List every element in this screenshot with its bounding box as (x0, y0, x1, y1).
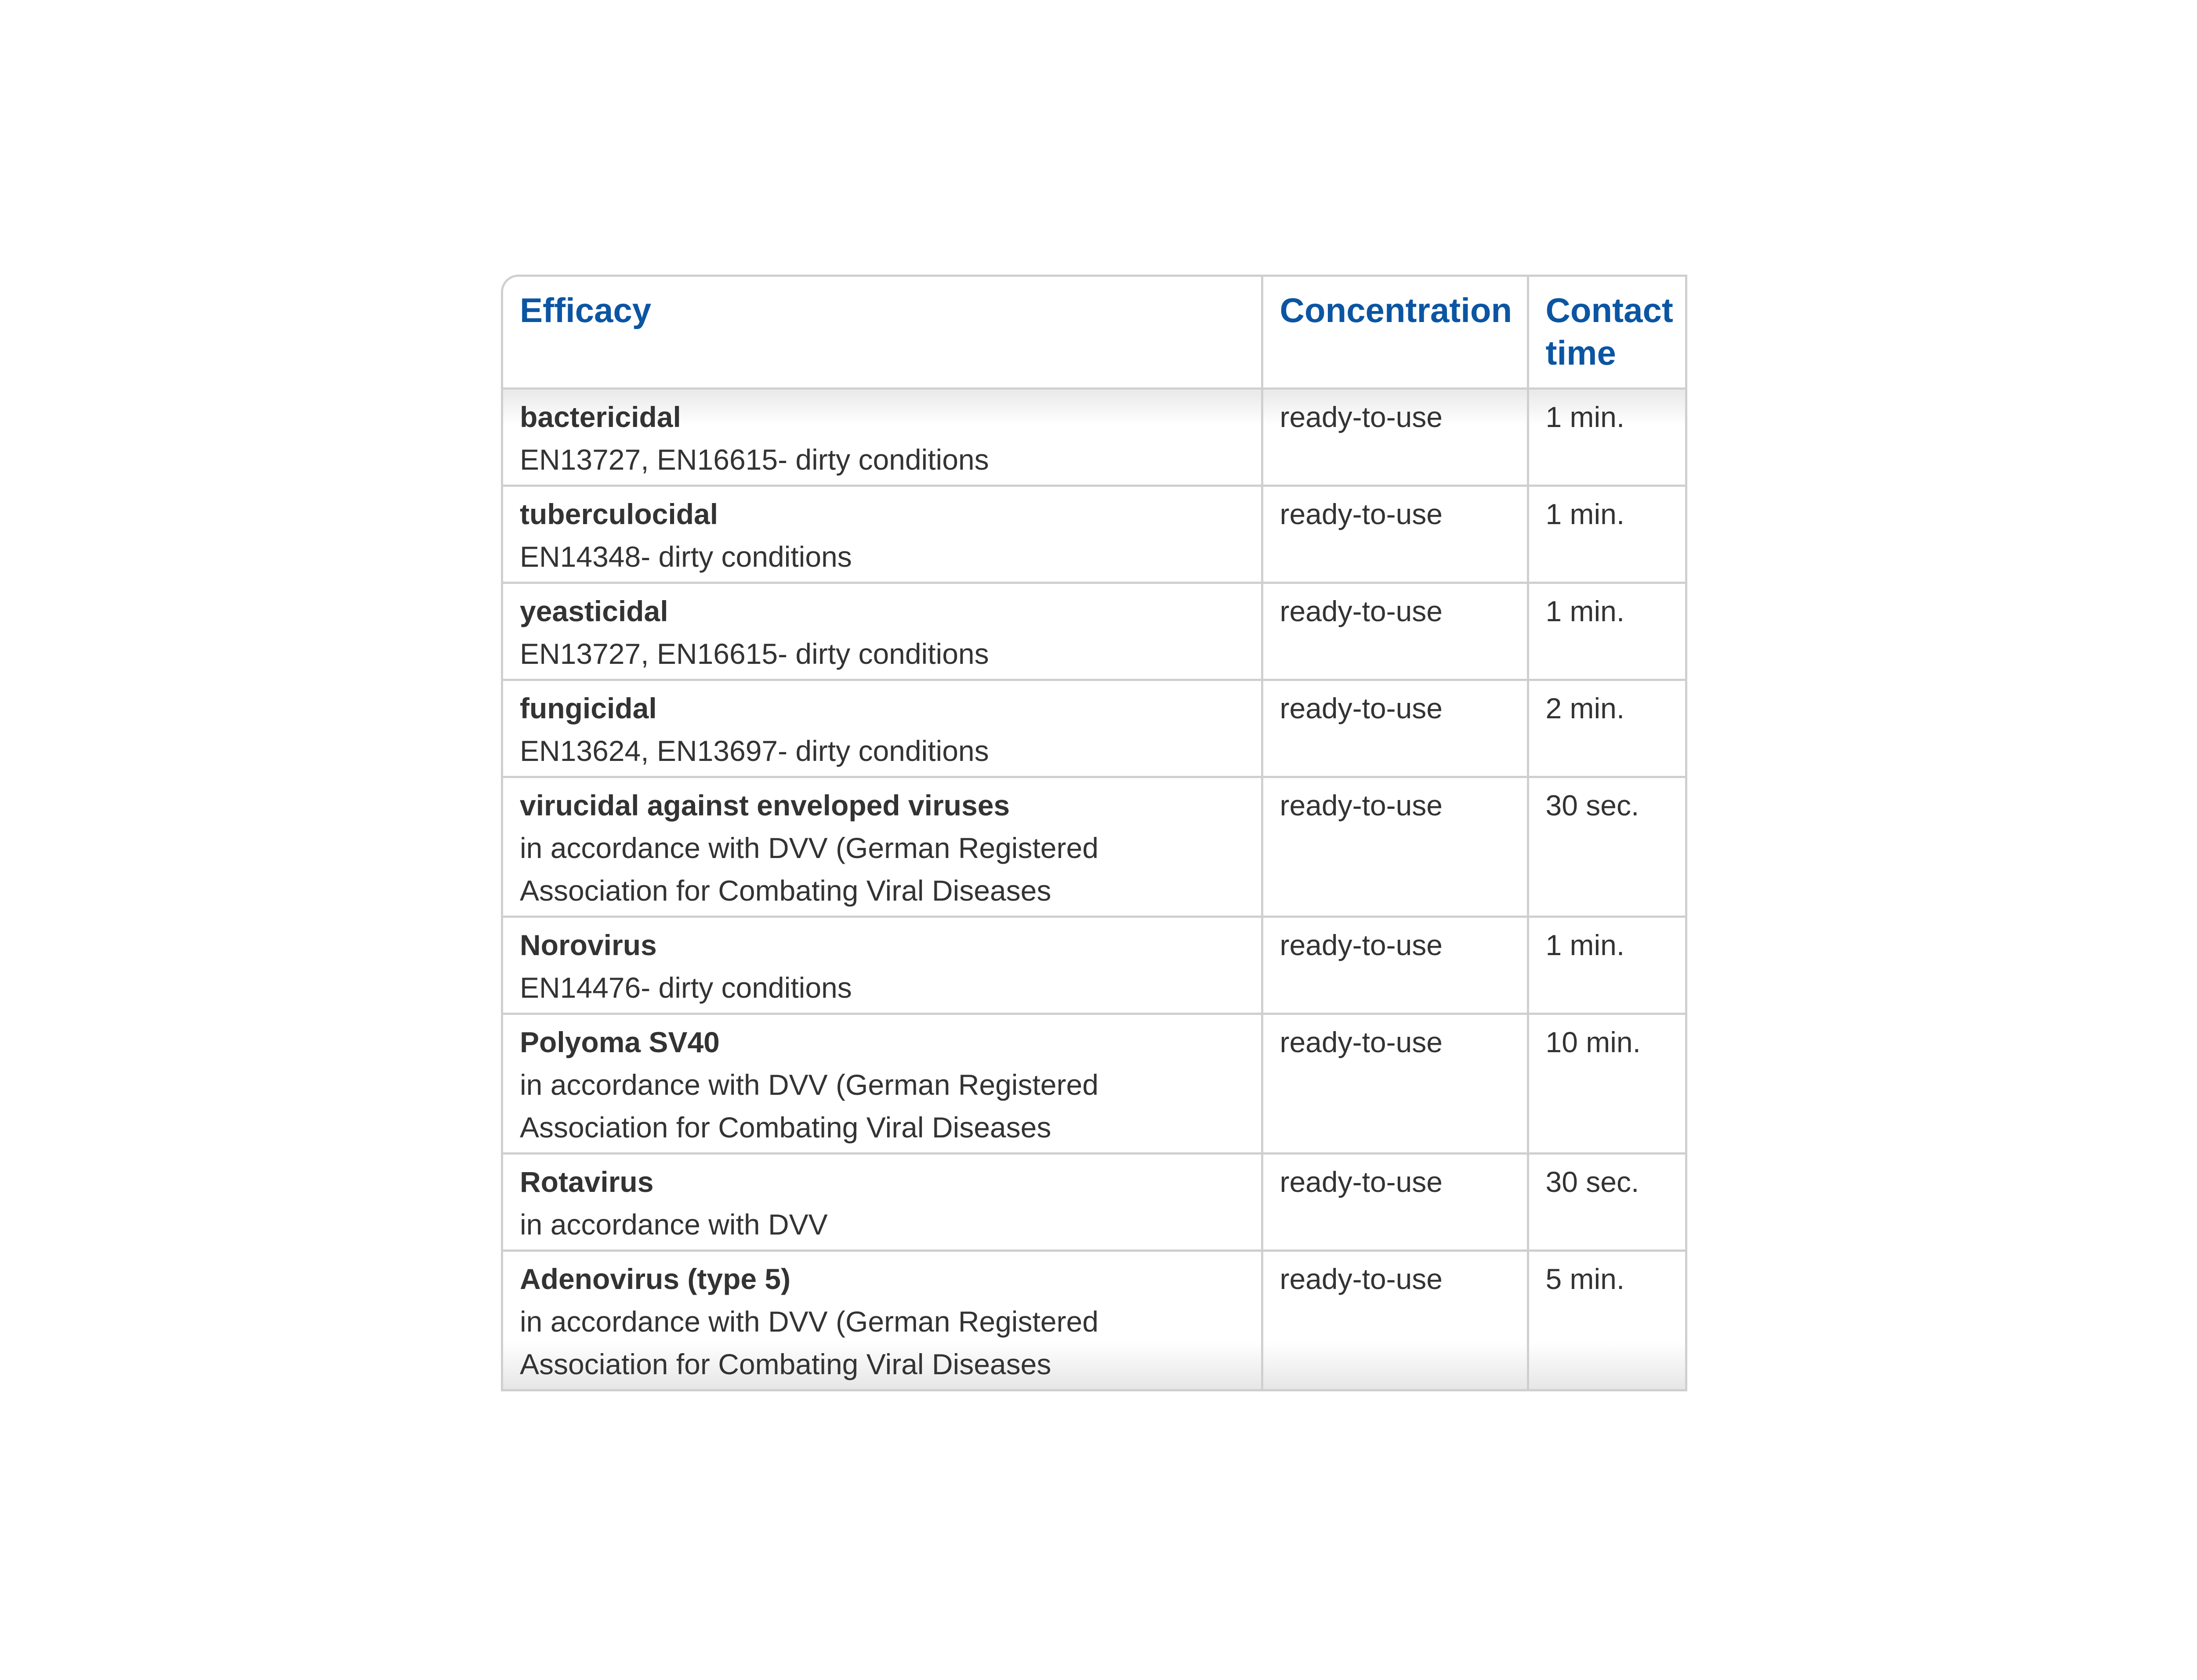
efficacy-cell (503, 486, 1262, 583)
contact-time-cell: 30 sec. (1528, 1154, 1687, 1251)
efficacy-cell (503, 1251, 1262, 1390)
header-row (503, 277, 1687, 389)
concentration-cell: ready-to-use (1262, 389, 1528, 486)
table-row (503, 680, 1687, 777)
concentration-cell: ready-to-use (1262, 777, 1528, 917)
contact-time-cell: 5 min. (1528, 1251, 1687, 1390)
efficacy-cell (503, 777, 1262, 917)
efficacy-cell (503, 917, 1262, 1014)
efficacy-cell (503, 680, 1262, 777)
contact-time-cell: 1 min. (1528, 583, 1687, 680)
agent-detail: in accordance with DVV (German Registered Association for Combating Viral Diseases (520, 1305, 1098, 1380)
efficacy-cell (503, 583, 1262, 680)
efficacy-cell (503, 1014, 1262, 1154)
efficacy-table-grid (503, 277, 1687, 1389)
table-row (503, 389, 1687, 486)
agent-detail: in accordance with DVV (520, 1208, 828, 1241)
agent-detail: in accordance with DVV (German Registered Association for Combating Viral Diseases (520, 1068, 1098, 1144)
table-row (503, 1154, 1687, 1251)
table-header (503, 277, 1687, 389)
concentration-cell: ready-to-use (1262, 680, 1528, 777)
concentration-cell: ready-to-use (1262, 583, 1528, 680)
table-row (503, 1014, 1687, 1154)
concentration-cell: ready-to-use (1262, 1251, 1528, 1390)
agent-name: Rotavirus (520, 1166, 654, 1198)
table-row (503, 777, 1687, 917)
agent-name: yeasticidal (520, 595, 668, 627)
agent-name: Polyoma SV40 (520, 1026, 720, 1058)
table-row (503, 486, 1687, 583)
efficacy-table (501, 275, 1687, 1391)
agent-name: fungicidal (520, 692, 657, 724)
contact-time-cell: 1 min. (1528, 486, 1687, 583)
header-concentration: Concentration (1262, 277, 1528, 389)
contact-time-cell: 30 sec. (1528, 777, 1687, 917)
contact-time-cell: 10 min. (1528, 1014, 1687, 1154)
agent-detail: EN14348- dirty conditions (520, 540, 852, 573)
agent-detail: EN14476- dirty conditions (520, 971, 852, 1004)
header-efficacy: Efficacy (503, 277, 1262, 389)
agent-name: Norovirus (520, 929, 657, 961)
table-row (503, 917, 1687, 1014)
agent-detail: in accordance with DVV (German Registered Association for Combating Viral Diseases (520, 832, 1098, 907)
concentration-cell: ready-to-use (1262, 1154, 1528, 1251)
agent-name: bactericidal (520, 401, 681, 433)
concentration-cell: ready-to-use (1262, 486, 1528, 583)
agent-name: tuberculocidal (520, 498, 718, 530)
table-row (503, 583, 1687, 680)
agent-detail: EN13727, EN16615- dirty conditions (520, 637, 989, 670)
agent-name: Adenovirus (type 5) (520, 1263, 791, 1295)
efficacy-cell (503, 1154, 1262, 1251)
concentration-cell: ready-to-use (1262, 1014, 1528, 1154)
agent-detail: EN13727, EN16615- dirty conditions (520, 443, 989, 476)
agent-name: virucidal against enveloped viruses (520, 789, 1010, 822)
concentration-cell: ready-to-use (1262, 917, 1528, 1014)
contact-time-cell: 1 min. (1528, 389, 1687, 486)
agent-detail: EN13624, EN13697- dirty conditions (520, 735, 989, 767)
efficacy-cell (503, 389, 1262, 486)
contact-time-cell: 2 min. (1528, 680, 1687, 777)
contact-time-cell: 1 min. (1528, 917, 1687, 1014)
table-body (503, 389, 1687, 1390)
table-row (503, 1251, 1687, 1390)
header-contact-time: Contact time (1528, 277, 1687, 389)
